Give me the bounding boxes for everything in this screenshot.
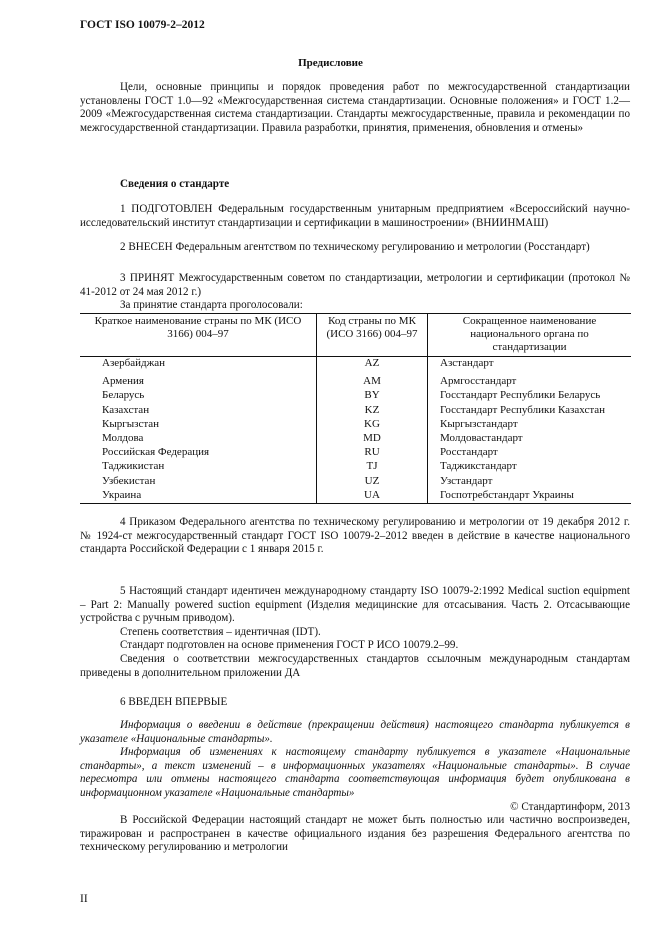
table-cell-code: MD: [317, 432, 428, 446]
table-cell-code: KG: [317, 418, 428, 432]
item-5: [80, 585, 630, 680]
page-number: II: [80, 893, 88, 905]
table-row: [80, 375, 631, 389]
item-2-text: 2 ВНЕСЕН Федеральным агентством по техническому регулированию и метрологии (Росстандарт): [120, 241, 590, 253]
table-cell-code: AZ: [317, 357, 428, 376]
item-1: [80, 203, 630, 230]
table-cell-body: Госстандарт Республики Беларусь: [428, 389, 632, 403]
rights-notice: В Российской Федерации настоящий стандарт не может быть полностью или частично воспроизведен, тиражирован и распространен в качестве официального издания без разрешения Федерального агентства по техническому регулированию и метрологии: [80, 814, 630, 854]
intro-paragraph: [80, 81, 630, 135]
item-5-degree-text: Степень соответствия – идентичная (IDT).: [120, 625, 321, 638]
table-cell-code: AM: [317, 375, 428, 389]
vote-intro-text: За принятие стандарта проголосовали:: [120, 299, 303, 312]
table-cell-country: Азербайджан: [102, 357, 166, 369]
table-cell-country: Узбекистан: [102, 474, 156, 487]
item-4-text: 4 Приказом Федерального агентства по техническому регулированию и метрологии от 19 декабря 2012 г. № 1924-ст межгосударственный стандарт ГОСТ ISO 10079-2–2012 введен в действие в качестве национального стандарта Российской Федерации с 1 января 2015 г.: [80, 516, 630, 556]
table-cell-code: RU: [317, 446, 428, 460]
table-cell-country: Казахстан: [102, 403, 150, 416]
table-cell-body: Таджикстандарт: [428, 460, 632, 474]
table-row: [80, 389, 631, 403]
item-6: [80, 696, 630, 710]
table-cell-body: Армгосстандарт: [428, 375, 632, 389]
document-header: ГОСТ ISO 10079-2–2012: [80, 19, 205, 31]
table-header-code: Код страны по МК (ИСО 3166) 004–97: [317, 314, 428, 357]
table-row: [80, 489, 631, 504]
subtitle-text: Сведения о стандарте: [120, 178, 230, 190]
table-cell-code: TJ: [317, 460, 428, 474]
copyright-notice: © Стандартинформ, 2013: [510, 800, 630, 813]
table-cell-country: Молдова: [102, 431, 144, 444]
item-3-text: 3 ПРИНЯТ Межгосударственным советом по стандартизации, метрологии и сертификации (протокол № 41-2012 от 24 мая 2012 г.): [80, 272, 630, 298]
table-cell-body: Госстандарт Республики Казахстан: [428, 404, 632, 418]
countries-table: [80, 313, 631, 504]
table-cell-code: UZ: [317, 475, 428, 489]
table-cell-country: Таджикистан: [102, 460, 165, 473]
item-5-basis-text: Стандарт подготовлен на основе применения ГОСТ Р ИСО 10079.2–99.: [120, 639, 459, 652]
item-1-text: 1 ПОДГОТОВЛЕН Федеральным государственным унитарным предприятием «Всероссийский научно-исследовательский институт стандартизации и сертификации в машиностроении» (ВНИИНМАШ): [80, 203, 630, 229]
table-cell-code: UA: [317, 489, 428, 504]
table-header-country: Краткое наименование страны по МК (ИСО 3166) 004–97: [80, 314, 317, 357]
table-cell-country: Кыргызстан: [102, 417, 160, 430]
table-cell-body: Росстандарт: [428, 446, 632, 460]
table-cell-country: Армения: [102, 375, 144, 388]
table-header-body: Сокращенное наименование национального органа по стандартизации: [428, 314, 632, 357]
table-row: [80, 475, 631, 489]
table-cell-country: Украина: [80, 489, 317, 504]
table-cell-country: Беларусь: [102, 389, 145, 402]
intro-text: Цели, основные принципы и порядок проведения работ по межгосударственной стандартизации установлены ГОСТ 1.0—92 «Межгосударственная система стандартизации. Основные положения» и ГОСТ 1.2—2009 «Межгосударственная система стандартизации. Стандарты межгосударственные, правила и рекомендации по межгосударственной стандартизации. Правила разработки, принятия, применения, обновления и отмены»: [80, 81, 630, 134]
publication-info: [80, 719, 630, 855]
standard-info-subtitle: [80, 178, 630, 192]
table-cell-country: Российская Федерация: [102, 446, 210, 459]
item-5-annex-text: Сведения о соответствии межгосударственных стандартов ссылочным международным стандартам приведены в дополнительном приложении ДА: [80, 652, 630, 679]
table-cell-body: Молдовастандарт: [428, 432, 632, 446]
table-row: [80, 404, 631, 418]
table-cell-code: BY: [317, 389, 428, 403]
publication-info-1: Информация о введении в действие (прекращении действия) настоящего стандарта публикуется в указателе «Национальные стандарты».: [80, 719, 630, 745]
table-cell-body: Азстандарт: [428, 357, 632, 376]
section-title: Предисловие: [298, 57, 363, 69]
table-row: [80, 460, 631, 474]
table-cell-body: Узстандарт: [428, 475, 632, 489]
table-cell-code: KZ: [317, 404, 428, 418]
publication-info-2: Информация об изменениях к настоящему стандарту публикуется в указателе «Национальные стандарты», а текст изменений – в информационных указателях «Национальные стандарты». В случае пересмотра или отмены настоящего стандарта соответствующая информация будет опубликована в информационном указателе «Национальные стандарты»: [80, 746, 630, 799]
table-row: [80, 446, 631, 460]
item-2: [80, 241, 630, 255]
table-row: [80, 432, 631, 446]
item-6-text: 6 ВВЕДЕН ВПЕРВЫЕ: [120, 696, 228, 708]
table-header-row: [80, 314, 631, 357]
item-4: [80, 516, 630, 557]
table-row: [80, 357, 631, 376]
item-3: [80, 272, 630, 313]
table-row: [80, 418, 631, 432]
table-cell-body: Госпотребстандарт Украины: [428, 489, 632, 504]
item-5-text: 5 Настоящий стандарт идентичен международному стандарту ISO 10079-2:1992 Medical suction equipment – Part 2: Manually powered suction equipment (Изделия медицинские для отсасывания. Часть 2. Отсасывающие устройства с ручным приводом).: [80, 585, 630, 625]
table-cell-body: Кыргызстандарт: [428, 418, 632, 432]
